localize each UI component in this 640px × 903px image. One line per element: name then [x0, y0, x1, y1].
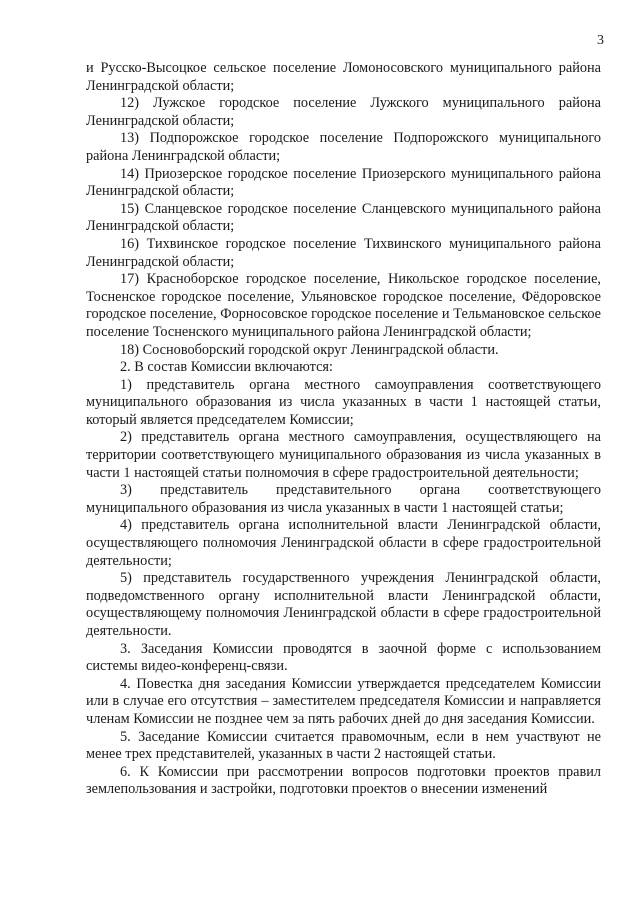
section-6: 6. К Комиссии при рассмотрении вопросов подготовки проектов правил землепользования и застройки, подготовки проектов о внесении изменений [86, 763, 601, 798]
member-item-4: 4) представитель органа исполнительной власти Ленинградской области, осуществляющего полномочия Ленинградской области в сфере градостроительной деятельности; [86, 517, 601, 569]
section-2-heading: 2. В состав Комиссии включаются: [120, 359, 333, 376]
section-5: 5. Заседание Комиссии считается правомочным, если в нем участвуют не менее трех представителей, указанных в части 2 настоящей статьи. [86, 728, 601, 763]
member-item-2: 2) представитель органа местного самоуправления, осуществляющего на территории соответствующего муниципального образования из числа указанных в части 1 настоящей статьи полномочия в сфере градостроительной деятельности; [86, 429, 601, 481]
member-item-5: 5) представитель государственного учреждения Ленинградской области, подведомственного органу исполнительной власти Ленинградской области, осуществляющему полномочия Ленинградской области в сфере градостроительной деятельности. [86, 570, 601, 639]
list-item-13: 13) Подпорожское городское поселение Подпорожского муниципального района Ленинградской области; [86, 130, 601, 164]
list-item-12: 12) Лужское городское поселение Лужского муниципального района Ленинградской области; [86, 95, 601, 129]
member-item-1: 1) представитель органа местного самоуправления соответствующего муниципального образования из числа указанных в части 1 настоящей статьи, который является председателем Комиссии; [86, 376, 601, 428]
section-3: 3. Заседания Комиссии проводятся в заочной форме с использованием системы видео-конференц-связи. [86, 640, 601, 675]
document-body [86, 60, 601, 799]
list-item-15: 15) Сланцевское городское поселение Сланцевского муниципального района Ленинградской области; [86, 200, 601, 235]
list-item-17: 17) Красноборское городское поселение, Никольское городское поселение, Тосненское городское поселение, Ульяновское городское поселение, Фёдоровское городское поселение, Форносовское городское поселение и Тельмановское сельское поселение Тосненского муниципального района Ленинградской области; [86, 271, 601, 340]
member-item-3: 3) представитель представительного органа соответствующего муниципального образования из числа указанных в части 1 настоящей статьи; [86, 482, 601, 516]
list-item-18: 18) Сосновоборский городской округ Ленинградской области. [120, 341, 499, 358]
section-4: 4. Повестка дня заседания Комиссии утверждается председателем Комиссии или в случае его отсутствия – заместителем председателя Комиссии и направляется членам Комиссии не позднее чем за пять рабочих дней до дня заседания Комиссии. [86, 675, 601, 727]
paragraph-continuation: и Русско-Высоцкое сельское поселение Ломоносовского муниципального района Ленинградской области; [86, 60, 601, 94]
list-item-14: 14) Приозерское городское поселение Приозерского муниципального района Ленинградской области; [86, 165, 601, 200]
list-item-16: 16) Тихвинское городское поселение Тихвинского муниципального района Ленинградской области; [86, 235, 601, 270]
page-number: 3 [597, 33, 604, 48]
